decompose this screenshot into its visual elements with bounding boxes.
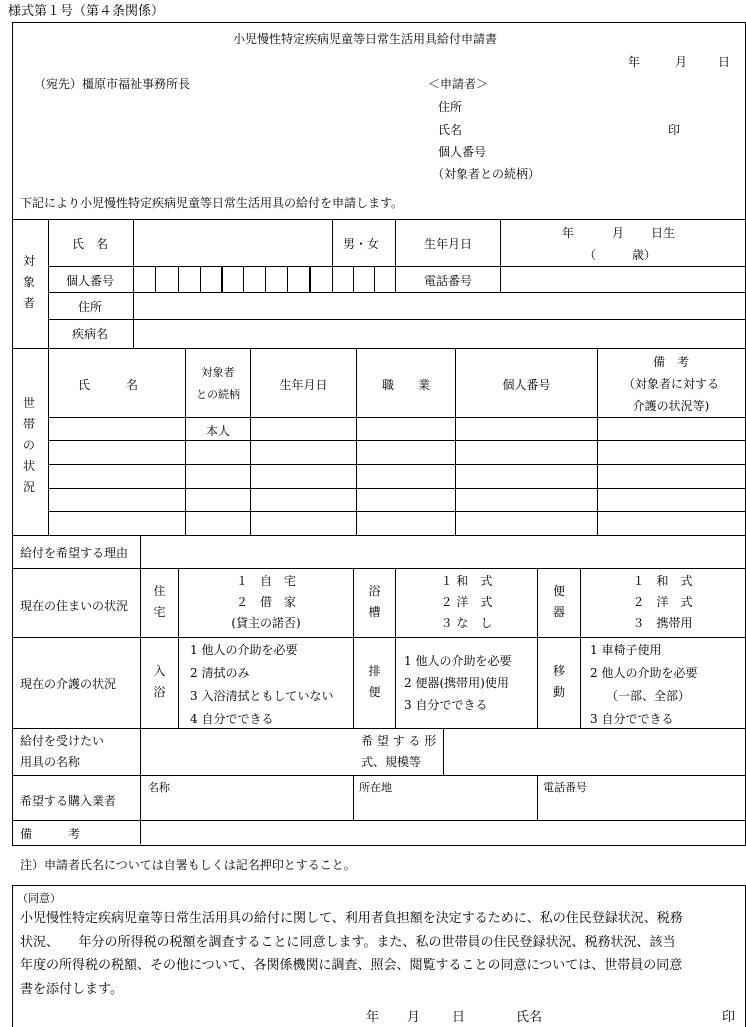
bathing-label: 入 浴 (153, 664, 166, 699)
equipment-name-label: 給付を受けたい 用具の名称 (20, 734, 105, 769)
date-day-label: 日 (718, 55, 731, 69)
subject-my-number-label: 個人番号 (66, 274, 115, 288)
bathtub-options: １ 和 式 ２ 洋 式 ３ な し (440, 574, 493, 630)
vendor-label: 希望する購入業者 (20, 794, 117, 808)
remarks-label: 備 考 (20, 827, 81, 841)
applicant-heading: ＜申請者＞ (428, 77, 489, 91)
vendor-phone-label: 電話番号 (543, 781, 587, 794)
subject-birthdate-label: 生年月日 (424, 237, 473, 251)
consent-day-label: 日 (452, 1010, 466, 1025)
subject-address-label: 住所 (78, 300, 103, 314)
toilet-label: 便 器 (552, 584, 565, 619)
applicant-relation-label: （対象者との続柄） (432, 167, 541, 181)
subject-sex-label: 男・女 (343, 237, 380, 251)
subject-phone-label: 電話番号 (424, 274, 473, 288)
subject-birth-year: 年 (562, 226, 575, 240)
household-my-number-header: 個人番号 (502, 378, 551, 392)
applicant-name-label: 氏名 (438, 123, 463, 137)
consent-heading: （同意） (17, 892, 61, 905)
subject-age-open: （ (584, 248, 597, 262)
mobility-options: 1 車椅子使用 2 他人の介助を必要 （一部、全部） 3 自分でできる (590, 643, 698, 726)
reason-label: 給付を希望する理由 (20, 546, 129, 560)
care-label: 現在の介護の状況 (20, 677, 117, 691)
applicant-seal-mark: 印 (668, 123, 681, 137)
consent-year-label: 年 (366, 1010, 380, 1025)
subject-side-label: 対 象 者 (22, 254, 35, 310)
bathtub-label: 浴 槽 (368, 584, 381, 619)
housing-label: 住 宅 (153, 584, 166, 619)
vendor-name-label: 名称 (148, 781, 170, 794)
date-year-label: 年 (628, 55, 641, 69)
desired-type-label: 希 望 す る 形 式、規模等 (361, 734, 437, 769)
consent-month-label: 月 (407, 1010, 421, 1025)
vendor-location-label: 所在地 (359, 781, 392, 794)
household-side-label: 世 帯 の 状 況 (22, 396, 35, 494)
housing-options: １ 自 宅 ２ 借 家 (貸主の諾否) (231, 574, 301, 630)
household-remarks-header: 備 考 （対象者に対する 介護の状況等) (622, 355, 719, 413)
mobility-label: 移 動 (552, 664, 565, 699)
consent-seal-mark: 印 (722, 1010, 736, 1025)
subject-age-close: 歳） (632, 248, 657, 262)
subject-birth-month: 月 (612, 226, 625, 240)
applicant-address-label: 住所 (438, 100, 463, 114)
addressee: （宛先）橿原市福祉事務所長 (34, 77, 191, 91)
toilet-options: １ 和 式 ２ 洋 式 ３ 携帯用 (632, 574, 693, 630)
household-relation-header: 対象者 との続柄 (196, 366, 240, 401)
household-first-row-relation: 本人 (205, 424, 230, 438)
excretion-label: 排 便 (368, 664, 381, 699)
date-month-label: 月 (675, 55, 688, 69)
household-name-header: 氏 名 (78, 378, 139, 392)
applicant-my-number-label: 個人番号 (438, 145, 487, 159)
form-title: 小児慢性特定疾病児童等日常生活用具給付申請書 (233, 32, 498, 46)
consent-name-label: 氏名 (516, 1010, 543, 1025)
form-number: 様式第１号（第４条関係） (8, 4, 165, 19)
subject-disease-label: 疾病名 (72, 327, 109, 341)
household-birthdate-header: 生年月日 (279, 378, 328, 392)
excretion-options: 1 他人の介助を必要 2 便器(携帯用)使用 3 自分でできる (404, 654, 512, 712)
household-occupation-header: 職 業 (381, 378, 430, 392)
consent-text: 小児慢性特定疾病児童等日常生活用具の給付に関して、利用者負担額を決定するために、私の住民登録状況、税務 状況、 年分の所得税の税額を調査することに同意します。また、私の世帯員の住民登録状況、税務状況、該当 年度の所得税の税額、その他について、各関係機関に調査、照会、閲覧することの同意については、世帯員の同意 書を添付します。 (20, 911, 683, 997)
subject-name-label: 氏 名 (72, 237, 109, 251)
subject-birth-day: 日生 (651, 226, 676, 240)
bathing-options: 1 他人の介助を必要 2 清拭のみ 3 入浴清拭ともしていない 4 自分でできる (190, 643, 334, 726)
signature-note: 注）申請者氏名については自署もしくは記名押印とすること。 (20, 858, 356, 872)
residence-label: 現在の住まいの状況 (20, 599, 129, 613)
application-statement: 下記により小児慢性特定疾病児童等日常生活用具の給付を申請します。 (20, 196, 404, 210)
